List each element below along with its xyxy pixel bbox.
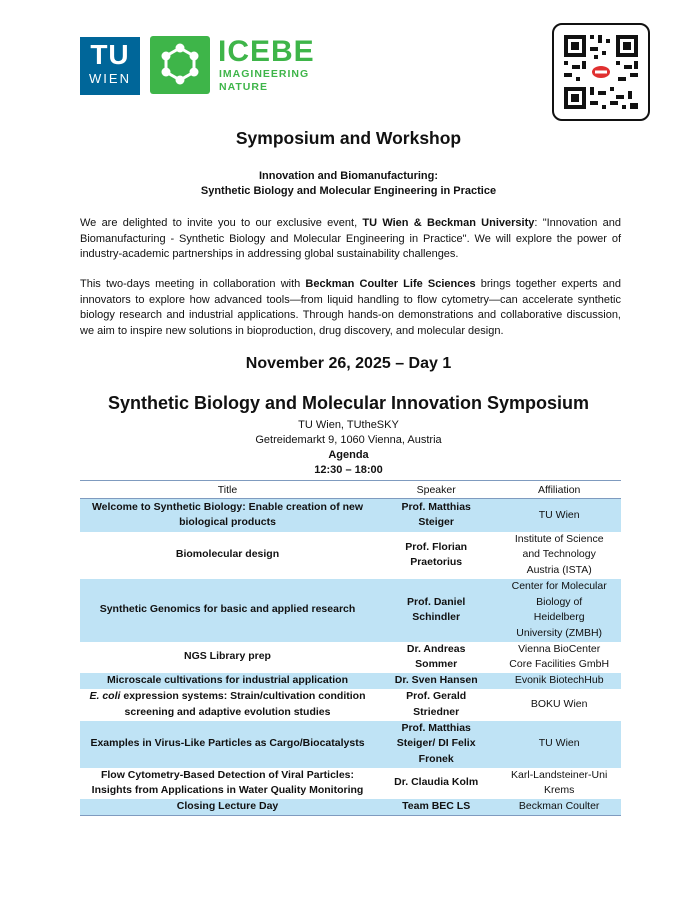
row-affiliation: [497, 689, 621, 721]
row-affiliation-line: Center for Molecular: [511, 580, 607, 592]
tu-wien-logo: [80, 37, 140, 95]
table-header-row: [80, 481, 621, 499]
tu-wien-logo-top: TU: [90, 39, 130, 70]
intro-p1-start: We are delighted to invite you to our exclusive event,: [80, 217, 363, 229]
row-speaker-line: Prof. Daniel: [406, 595, 466, 608]
intro-paragraph-2: [80, 277, 621, 339]
row-affiliation-line: BOKU Wien: [530, 697, 588, 710]
icebe-logo-name: ICEBE: [218, 35, 315, 68]
row-title-italic: E. coli: [89, 690, 121, 702]
row-speaker: [375, 532, 497, 579]
row-speaker-line: Dr. Claudia Kolm: [394, 776, 479, 789]
row-speaker: [375, 768, 497, 799]
row-affiliation: [497, 768, 621, 799]
row-title-line: Microscale cultivations for industrial application: [107, 673, 348, 686]
intro-p1-bold: TU Wien & Beckman University: [362, 217, 535, 229]
row-title: [80, 532, 375, 579]
row-speaker-line: Dr. Andreas: [406, 642, 466, 655]
row-title-line: NGS Library prep: [184, 650, 271, 663]
row-speaker-line: Team BEC LS: [402, 800, 471, 812]
header-speaker: Speaker: [375, 481, 497, 499]
header-title: Title: [80, 481, 375, 499]
row-speaker-line: Steiger/ DI Felix: [396, 737, 476, 750]
row-speaker-line: Prof. Matthias: [401, 721, 471, 734]
header-affiliation: Affiliation: [497, 481, 621, 499]
intro-p2-start: This two-days meeting in collaboration with: [80, 278, 306, 290]
table-row: [80, 579, 621, 642]
row-speaker: [375, 689, 497, 721]
table-row: [80, 499, 621, 532]
row-affiliation-line: Krems: [544, 784, 575, 796]
table-row: [80, 642, 621, 673]
row-speaker: [375, 721, 497, 768]
row-title-line: Biomolecular design: [175, 548, 280, 561]
row-affiliation: [497, 799, 621, 816]
intro-p2-bold: Beckman Coulter Life Sciences: [305, 278, 476, 290]
subtitle-line-2: Synthetic Biology and Molecular Engineering in Practice: [200, 185, 497, 197]
intro-p1-end: : "Innovation and Biomanufacturing - Synthetic Biology and Molecular Engineering in Practice". We will explore the power of industry-academic partnerships in addressing global sustainability challenges.: [80, 217, 621, 260]
row-speaker-line: Praetorius: [410, 556, 463, 568]
row-title-line: Flow Cytometry-Based Detection of Viral Particles:: [100, 768, 355, 781]
row-affiliation: [497, 673, 621, 689]
row-affiliation: [497, 499, 621, 532]
row-speaker: [375, 579, 497, 642]
qr-code-icon[interactable]: [552, 23, 650, 121]
row-affiliation-line: TU Wien: [538, 508, 580, 521]
icebe-hexagon-icon: [150, 36, 210, 94]
row-speaker-line: Steiger: [418, 516, 454, 529]
agenda-time: 12:30 – 18:00: [314, 464, 383, 476]
table-row: [80, 721, 621, 768]
row-affiliation-line: University (ZMBH): [516, 626, 603, 639]
row-affiliation-line: Biology of: [536, 595, 583, 608]
row-title-line: Examples in Virus-Like Particles as Cargo/Biocatalysts: [90, 737, 365, 750]
row-title: [80, 721, 375, 768]
event-day-heading: November 26, 2025 – Day 1: [245, 355, 452, 372]
table-row: [80, 799, 621, 816]
row-affiliation: [497, 721, 621, 768]
intro-paragraph-1: [80, 216, 621, 263]
tu-wien-logo-bottom: WIEN: [89, 71, 131, 86]
row-title-line: Insights from Applications in Water Quality Monitoring: [91, 784, 364, 796]
agenda-label: Agenda: [328, 449, 369, 461]
row-title-line: Welcome to Synthetic Biology: Enable creation of new: [91, 500, 364, 513]
row-affiliation-line: TU Wien: [538, 737, 580, 750]
venue: TU Wien, TUtheSKY: [298, 419, 399, 431]
row-affiliation-line: and Technology: [522, 548, 596, 561]
row-affiliation-line: Heidelberg: [533, 611, 585, 623]
row-speaker-line: Dr. Sven Hansen: [394, 673, 478, 686]
row-title-line: screening and adaptive evolution studies: [124, 705, 331, 718]
row-affiliation-line: Institute of Science: [514, 532, 604, 545]
row-speaker-line: Fronek: [418, 752, 454, 765]
table-row: [80, 768, 621, 799]
row-title: [80, 673, 375, 689]
agenda-table: [80, 480, 621, 816]
row-title: [80, 579, 375, 642]
row-title-line: expression systems: Strain/cultivation condition: [120, 690, 366, 702]
row-affiliation-line: Vienna BioCenter: [518, 642, 601, 655]
row-title-line: Closing Lecture Day: [176, 800, 279, 812]
row-speaker-line: Striedner: [413, 705, 460, 718]
page-title: Symposium and Workshop: [235, 128, 462, 148]
row-speaker: [375, 642, 497, 673]
icebe-logo-tagline-1: IMAGINEERING: [219, 68, 310, 80]
row-speaker-line: Prof. Matthias: [401, 500, 471, 513]
row-speaker-line: Schindler: [412, 611, 461, 623]
row-title: [80, 799, 375, 816]
row-affiliation-line: Core Facilities GmbH: [509, 658, 610, 670]
symposium-title: Synthetic Biology and Molecular Innovation Symposium: [107, 393, 590, 413]
table-row: [80, 532, 621, 579]
row-title: [80, 642, 375, 673]
row-title: [80, 689, 375, 721]
row-affiliation-line: Austria (ISTA): [526, 563, 592, 576]
row-title-line: Synthetic Genomics for basic and applied research: [99, 603, 356, 616]
row-affiliation: [497, 532, 621, 579]
row-speaker: [375, 673, 497, 689]
row-affiliation: [497, 579, 621, 642]
row-title: [80, 768, 375, 799]
row-title: [80, 499, 375, 532]
row-affiliation-line: Evonik BiotechHub: [514, 673, 604, 686]
table-row: [80, 689, 621, 721]
intro-p2-end: brings together experts and innovators to explore how advanced tools—from liquid handling to flow cytometry—can accelerate synthetic biology research and industrial applications. Through hands-on demonstrations and collaborative discussion, we aim to inspire new solutions in bioproduction, drug discovery, and molecular design.: [80, 278, 622, 337]
row-affiliation: [497, 642, 621, 673]
row-title-line: biological products: [179, 516, 276, 529]
address: Getreidemarkt 9, 1060 Vienna, Austria: [255, 434, 442, 446]
row-speaker: [375, 799, 497, 816]
row-affiliation-line: Karl-Landsteiner-Uni: [511, 768, 608, 781]
row-speaker-line: Prof. Gerald: [406, 690, 467, 702]
row-affiliation-line: Beckman Coulter: [518, 800, 600, 812]
icebe-logo-tagline-2: NATURE: [219, 81, 268, 93]
row-speaker-line: Prof. Florian: [405, 540, 468, 553]
subtitle-line-1: Innovation and Biomanufacturing:: [258, 170, 439, 182]
row-speaker-line: Sommer: [415, 658, 458, 670]
row-speaker: [375, 499, 497, 532]
table-row: [80, 673, 621, 689]
